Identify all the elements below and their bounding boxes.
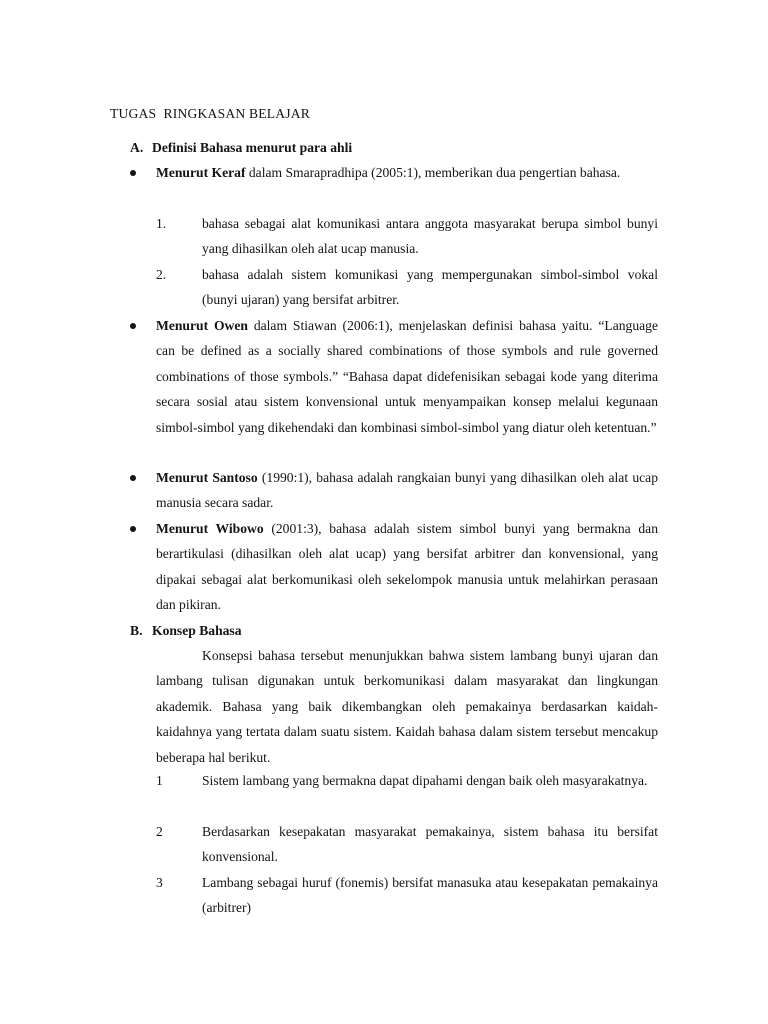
item-text: dalam Stiawan (2006:1), menjelaskan definisi bahasa yaitu. “Language can be defined as a socially shared combinations of those symbols and rule governed combinations of those symbols.” “Bahasa dapat didefenisikan sebagai kode yang diterima secara sosial atau sistem konvensional untuk menyampaikan konsep melalui kegunaan simbol-simbol yang dikehendaki dan kombinasi simbol-simbol yang diatur oleh ketentuan.” (156, 318, 658, 435)
concept-item-text: Lambang sebagai huruf (fonemis) bersifat manasuka atau kesepakatan pemakainya (arbitrer) (202, 875, 658, 916)
sub-item-2 (156, 262, 658, 313)
paragraph-text: Konsepsi bahasa tersebut menunjukkan bahwa sistem lambang bunyi ujaran dan lambang tulisan digunakan untuk berkomunikasi dalam masyarakat dan lingkungan akademik. Bahasa yang baik dikembangkan oleh pemakainya berdasarkan kaidah-kaidahnya yang tertata dalam suatu sistem. Kaidah bahasa dalam sistem tersebut mencakup beberapa hal berikut. (156, 648, 658, 765)
concept-item-text: Berdasarkan kesepakatan masyarakat pemakainya, sistem bahasa itu bersifat konvensional. (202, 824, 658, 865)
section-b-letter: B. (130, 623, 143, 638)
section-b-paragraph (156, 643, 658, 770)
concept-item-number: 3 (156, 875, 163, 890)
bullet-icon (130, 170, 136, 176)
sub-item-number: 1. (156, 216, 167, 231)
item-lead: Menurut Owen (156, 318, 248, 333)
sub-item-text: bahasa adalah sistem komunikasi yang mempergunakan simbol-simbol vokal (bunyi ujaran) yang bersifat arbitrer. (202, 267, 658, 308)
bullet-icon (130, 323, 136, 329)
sub-item-text: bahasa sebagai alat komunikasi antara anggota masyarakat berupa simbol bunyi yang dihasilkan oleh alat ucap manusia. (202, 216, 658, 257)
section-a-letter: A. (130, 140, 144, 155)
list-item-owen (130, 313, 658, 440)
concept-item-text: Sistem lambang yang bermakna dapat dipahami dengan baik oleh masyarakatnya. (202, 773, 648, 788)
concept-item-1 (156, 768, 658, 793)
bullet-icon (130, 475, 136, 481)
list-item-wibowo (130, 516, 658, 618)
item-lead: Menurut Santoso (156, 470, 258, 485)
sub-item-number: 2. (156, 267, 167, 282)
bullet-icon (130, 526, 136, 532)
concept-item-3 (156, 870, 658, 921)
section-a-heading (130, 135, 352, 160)
item-lead: Menurut Keraf (156, 165, 246, 180)
item-text: (2001:3), bahasa adalah sistem simbol bunyi yang bermakna dan berartikulasi (dihasilkan oleh alat ucap) yang bersifat arbitrer dan konvensional, yang dipakai sebagai alat berkomunikasi oleh sekelompok manusia untuk melahirkan perasaan dan pikiran. (156, 521, 658, 613)
concept-item-2 (156, 819, 658, 870)
sub-item-1 (156, 211, 658, 262)
section-b-title: Konsep Bahasa (152, 623, 242, 638)
concept-item-number: 1 (156, 773, 163, 788)
item-text: (1990:1), bahasa adalah rangkaian bunyi yang dihasilkan oleh alat ucap manusia secara sadar. (156, 470, 658, 511)
section-a-title: Definisi Bahasa menurut para ahli (152, 140, 353, 155)
section-b-heading (130, 618, 242, 643)
item-text: dalam Smarapradhipa (2005:1), memberikan dua pengertian bahasa. (245, 165, 621, 180)
item-lead: Menurut Wibowo (156, 521, 264, 536)
list-item-keraf (130, 160, 658, 185)
list-item-santoso (130, 465, 658, 516)
document-title: TUGAS RINGKASAN BELAJAR (110, 106, 311, 121)
concept-item-number: 2 (156, 824, 163, 839)
